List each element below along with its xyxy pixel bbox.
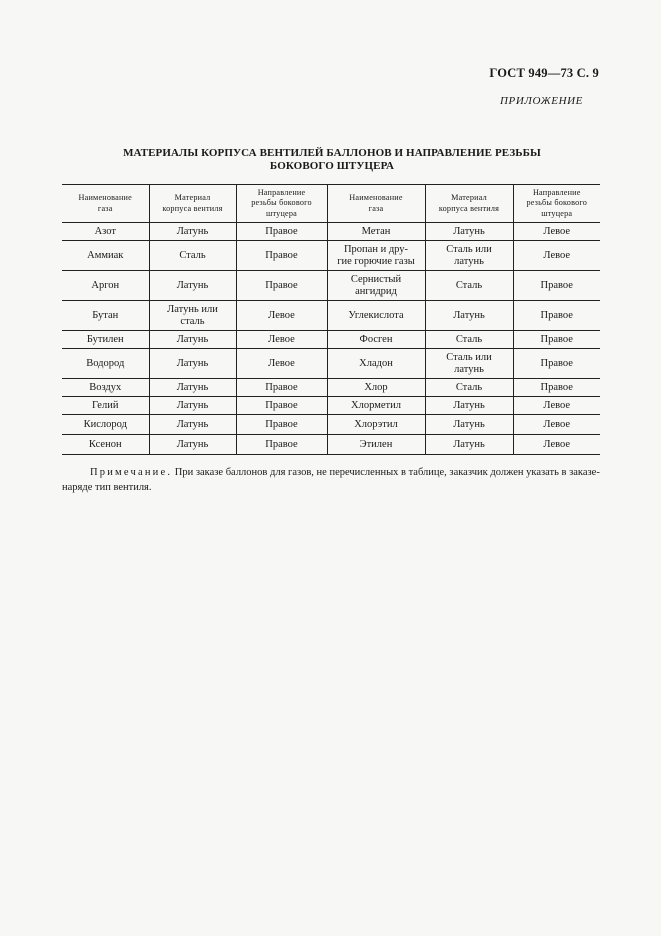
table-row (62, 397, 600, 415)
cell-line: Правое (540, 279, 573, 291)
cell-line: Правое (540, 357, 573, 369)
table-cell (513, 223, 600, 241)
table-cell (62, 349, 149, 379)
table-cell (236, 271, 327, 301)
cell-line: Правое (540, 309, 573, 321)
table-cell (62, 435, 149, 455)
cell-line: Углекислота (348, 309, 404, 321)
table-cell (327, 331, 425, 349)
table-title-line-2: БОКОВОГО ШТУЦЕРА (269, 160, 395, 172)
cell-line: Латунь (453, 225, 485, 237)
cell-line: Левое (543, 438, 571, 450)
table-cell (425, 349, 513, 379)
cell-line: Левое (268, 333, 295, 345)
cell-line: Латунь (176, 381, 209, 393)
table-row (62, 301, 600, 331)
cell-line: латунь (454, 363, 484, 375)
table-cell (425, 379, 513, 397)
table-cell (513, 379, 600, 397)
cell-line: Метан (361, 225, 391, 237)
table-row (62, 415, 600, 435)
table-body (62, 223, 600, 455)
footnote (62, 465, 600, 495)
table-cell (236, 301, 327, 331)
table-cell (513, 241, 600, 271)
cell-line: Сернистый (350, 274, 402, 285)
table-header (62, 185, 600, 223)
cell-line: Хлор (364, 381, 388, 393)
cell-line: Правое (540, 333, 573, 345)
cell-line: Ксенон (88, 438, 122, 450)
cell-line: Аргон (91, 279, 120, 291)
table-cell (513, 301, 600, 331)
table-cell (149, 397, 236, 415)
table-cell (513, 271, 600, 301)
table-cell (327, 271, 425, 301)
column-header-line: корпуса вентиля (162, 203, 223, 213)
column-header (425, 185, 513, 223)
table-row (62, 349, 600, 379)
cell-line: Бутан (92, 309, 119, 321)
document-code: ГОСТ 949—73 С. 9 (489, 66, 599, 80)
table-cell (327, 435, 425, 455)
table-cell (425, 241, 513, 271)
table-cell (236, 397, 327, 415)
cell-line: Фосген (359, 333, 393, 345)
cell-line: Левое (268, 309, 295, 321)
cell-line: Правое (265, 381, 298, 393)
table-cell (513, 331, 600, 349)
table-cell (425, 397, 513, 415)
cell-line: Левое (543, 225, 571, 237)
table-row (62, 435, 600, 455)
table-cell (149, 223, 236, 241)
table-cell (327, 349, 425, 379)
cell-line: Левое (543, 249, 571, 261)
column-header-line: штуцера (265, 208, 297, 218)
column-header-line: Направление (532, 187, 581, 197)
table-cell (62, 397, 149, 415)
column-header (236, 185, 327, 223)
cell-line: Латунь (176, 357, 209, 369)
cell-line: Бутилен (86, 333, 124, 345)
table-cell (62, 223, 149, 241)
cell-line: Правое (265, 418, 298, 430)
cell-line: сталь (180, 315, 205, 327)
table-cell (236, 331, 327, 349)
table-cell (513, 415, 600, 435)
table-cell (62, 415, 149, 435)
table-cell (236, 435, 327, 455)
cell-line: Правое (265, 225, 298, 237)
table-cell (149, 271, 236, 301)
table-cell (62, 301, 149, 331)
cell-line: Сталь (179, 249, 206, 261)
table-cell (149, 331, 236, 349)
note-text: При заказе баллонов для газов, не перечисленных в таблице, заказчик должен указать в заказе-наряде тип вентиля. (62, 467, 600, 493)
cell-line: Латунь (176, 279, 209, 291)
column-header-line: корпуса вентиля (438, 203, 500, 213)
table-cell (327, 397, 425, 415)
table-cell (513, 397, 600, 415)
cell-line: Хладон (359, 357, 393, 369)
table-title (62, 147, 602, 173)
table-cell (236, 415, 327, 435)
table-row (62, 379, 600, 397)
table-cell (236, 379, 327, 397)
column-header-line: Материал (174, 193, 211, 202)
table-cell (236, 349, 327, 379)
cell-line: гие горючие газы (337, 255, 415, 267)
column-header (327, 185, 425, 223)
table-row (62, 271, 600, 301)
header-row (62, 185, 600, 223)
cell-line: Латунь или (167, 304, 218, 315)
cell-line: Пропан и дру- (343, 244, 409, 255)
cell-line: Латунь (453, 399, 485, 411)
cell-line: Кислород (83, 418, 127, 430)
table-cell (62, 379, 149, 397)
cell-line: Латунь (453, 418, 485, 430)
table-cell (327, 301, 425, 331)
table-row (62, 241, 600, 271)
cell-line: Водород (86, 357, 125, 369)
cell-line: Правое (265, 438, 298, 450)
table-cell (62, 271, 149, 301)
column-header-line: Наименование (349, 193, 403, 202)
column-header (62, 185, 149, 223)
column-header (149, 185, 236, 223)
cell-line: Латунь (176, 438, 209, 450)
table-cell (425, 301, 513, 331)
column-header-line: Наименование (78, 193, 132, 202)
cell-line: Латунь (453, 309, 485, 321)
table-cell (149, 379, 236, 397)
table-cell (149, 435, 236, 455)
table-row (62, 223, 600, 241)
cell-line: Латунь (176, 333, 209, 345)
column-header-line: газа (97, 203, 113, 213)
table-cell (62, 331, 149, 349)
cell-line: Воздух (89, 381, 122, 393)
cell-line: Левое (543, 418, 571, 430)
table-row (62, 331, 600, 349)
table-cell (425, 415, 513, 435)
cell-line: Латунь (176, 418, 209, 430)
cell-line: Сталь (455, 333, 483, 345)
cell-line: Сталь (455, 279, 483, 291)
cell-line: латунь (454, 255, 484, 267)
cell-line: ангидрид (355, 285, 397, 297)
cell-line: Левое (268, 357, 295, 369)
cell-line: Сталь (455, 381, 483, 393)
table-cell (149, 349, 236, 379)
cell-line: Правое (265, 399, 298, 411)
column-header-line: Материал (451, 193, 487, 202)
cell-line: Сталь или (446, 244, 492, 255)
cell-line: Латунь (453, 438, 485, 450)
table-cell (149, 301, 236, 331)
cell-line: Левое (543, 399, 571, 411)
table-cell (236, 241, 327, 271)
table-cell (425, 271, 513, 301)
table-cell (327, 379, 425, 397)
table-cell (327, 415, 425, 435)
cell-line: Гелий (92, 399, 119, 411)
column-header-line: резьбы бокового (251, 198, 312, 208)
table-title-line-1: МАТЕРИАЛЫ КОРПУСА ВЕНТИЛЕЙ БАЛЛОНОВ И НАПРАВЛЕНИЕ РЕЗЬБЫ (123, 147, 541, 159)
cell-line: Хлорметил (351, 399, 401, 411)
cell-line: Правое (540, 381, 573, 393)
column-header-line: штуцера (541, 208, 573, 218)
column-header (513, 185, 600, 223)
table-cell (513, 435, 600, 455)
table-cell (62, 241, 149, 271)
materials-table (62, 184, 600, 455)
column-header-line: резьбы бокового (526, 198, 588, 208)
cell-line: Латунь (176, 399, 209, 411)
table-cell (327, 241, 425, 271)
table-cell (236, 223, 327, 241)
cell-line: Этилен (359, 438, 393, 450)
cell-line: Хлорэтил (354, 418, 398, 430)
table-cell (149, 415, 236, 435)
cell-line: Азот (94, 225, 116, 237)
cell-line: Правое (265, 279, 298, 291)
appendix-label: ПРИЛОЖЕНИЕ (500, 95, 583, 107)
cell-line: Латунь (176, 225, 209, 237)
column-header-line: газа (368, 203, 384, 213)
cell-line: Аммиак (87, 249, 124, 261)
table-cell (425, 223, 513, 241)
note-label: Примечание. (90, 467, 173, 478)
table-cell (425, 435, 513, 455)
table-cell (327, 223, 425, 241)
table-cell (149, 241, 236, 271)
cell-line: Правое (265, 249, 298, 261)
cell-line: Сталь или (446, 352, 492, 363)
column-header-line: Направление (257, 187, 306, 197)
table-cell (513, 349, 600, 379)
table-cell (425, 331, 513, 349)
